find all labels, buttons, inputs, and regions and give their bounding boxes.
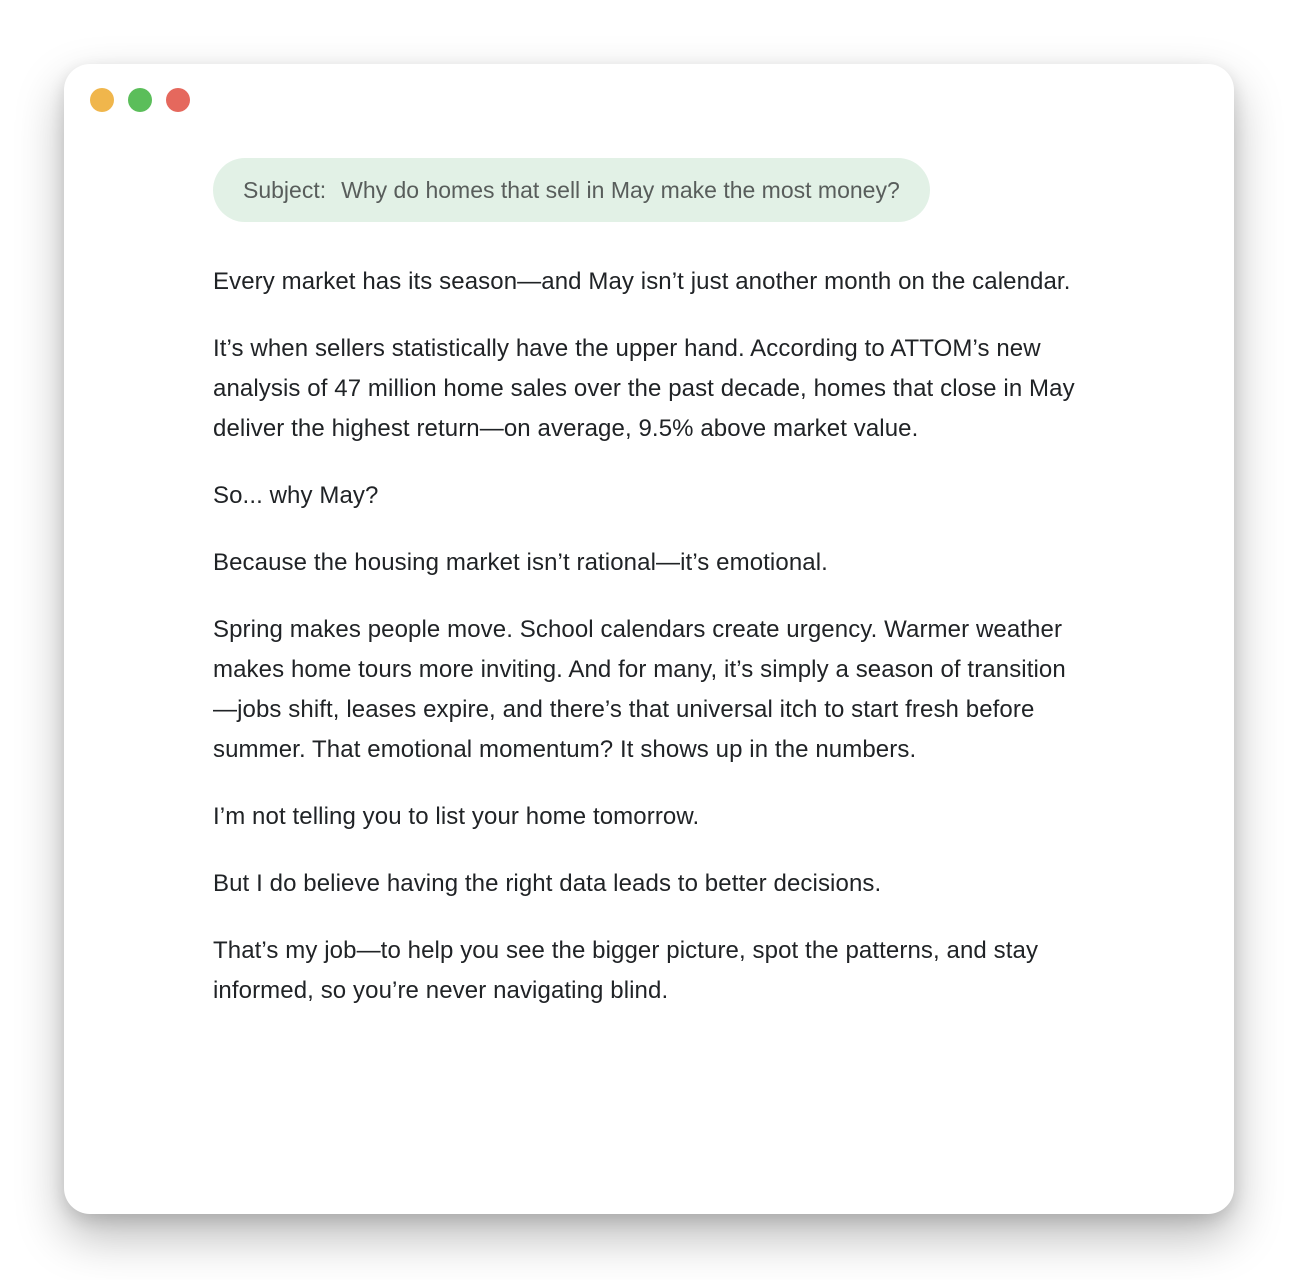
body-paragraph: I’m not telling you to list your home tomorrow. (213, 803, 700, 830)
body-paragraph: Spring makes people move. School calendars create urgency. Warmer weather makes home tours more inviting. And for many, it’s simply a season of transition—jobs shift, leases expire, and there’s that universal itch to start fresh before summer. That emotional momentum? It shows up in the numbers. (213, 616, 1066, 763)
body-paragraph: That’s my job—to help you see the bigger picture, spot the patterns, and stay informed, so you’re never navigating blind. (213, 937, 1039, 1004)
body-paragraph: But I do believe having the right data leads to better decisions. (213, 870, 882, 897)
subject-label: Subject: (243, 176, 327, 203)
zoom-button[interactable] (128, 88, 152, 112)
window-titlebar (90, 88, 190, 112)
subject-text: Why do homes that sell in May make the most money? (341, 176, 900, 203)
body-paragraph: Because the housing market isn’t rational—it’s emotional. (213, 549, 828, 576)
email-content (213, 158, 1085, 1011)
body-paragraph: So... why May? (213, 482, 379, 509)
body-paragraph: Every market has its season—and May isn’t just another month on the calendar. (213, 268, 1071, 295)
email-body (213, 262, 1085, 1011)
subject-pill (213, 158, 930, 222)
close-button[interactable] (166, 88, 190, 112)
body-paragraph: It’s when sellers statistically have the upper hand. According to ATTOM’s new analysis of 47 million home sales over the past decade, homes that close in May deliver the highest return—on average, 9.5% above market value. (213, 335, 1075, 442)
minimize-button[interactable] (90, 88, 114, 112)
email-window (64, 64, 1234, 1214)
